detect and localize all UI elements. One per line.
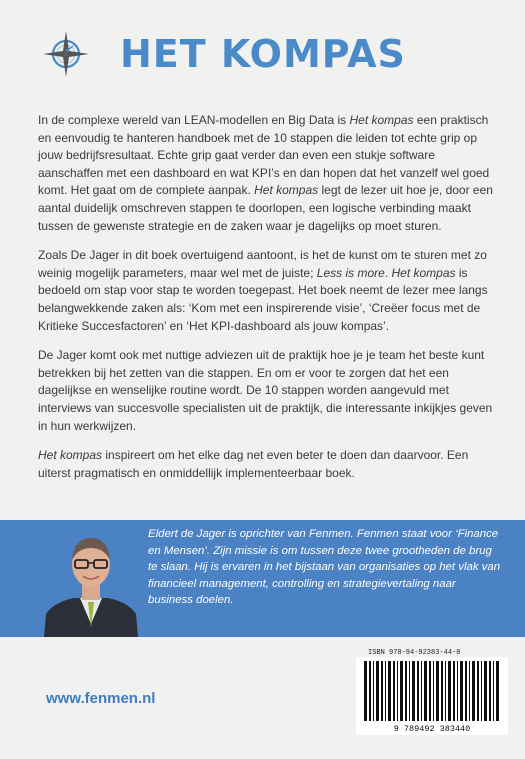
paragraph-4: Het kompas inspireert om het elke dag net even beter te doen dan daarvoor. Een uiterst pragmatisch en onmiddellijk implementeerbaar boek. [38,448,469,480]
website-link[interactable]: www.fenmen.nl [46,690,156,707]
paragraph-2: Zoals De Jager in dit boek overtuigend aantoont, is het de kunst om te sturen met zo weinig mogelijk parameters, maar wel met de juiste; Less is more. Het kompas is bedoeld om stap voor stap te worden toegepast. Het boek neemt de lezer mee langs belangwekkende zaken als: ‘Kom met een inspirerende visie’, ‘Creëer focus met de Kritieke Succesfactoren’ en ‘Het KPI-dashboard als jouw kompas’. [38,248,488,333]
paragraph-1: In de complexe wereld van LEAN-modellen en Big Data is Het kompas een praktisch en eenvoudig te hanteren handboek met de 10 stappen die leiden tot echte grip op jouw bedrijfsresultaat. Echte grip gaat verder dan even een stukje software aanschaffen met een dashboard en wat KPI’s en dan hopen dat het vanzelf wel goed komt. Het gaat om de complete aanpak. Het kompas legt de lezer uit hoe je, door een aantal duidelijk omschreven stappen te doorlopen, een logische verbinding maakt tussen de gewenste strategie en de zaken waar je dagelijks op moet sturen. [38,113,493,233]
paragraph-3: De Jager komt ook met nuttige adviezen uit de praktijk hoe je je team het beste kunt betrekken bij het zetten van die stappen. En om er voor te zorgen dat het een dagelijkse en wenselijke routine wordt. De 10 stappen worden aangevuld met interviews van succesvolle specialisten uit de praktijk, die interessante inkijkjes geven in hun werkwijzen. [38,348,493,433]
header [30,22,500,82]
barcode [356,657,508,735]
back-cover-text [38,112,493,494]
author-photo [44,524,138,637]
book-title: HET KOMPAS [120,32,406,76]
compass-icon [42,30,90,78]
isbn-number: ISBN 978-94-92383-44-0 [368,649,461,657]
barcode-digits: 9 789492 383440 [393,724,471,734]
author-bio: Eldert de Jager is oprichter van Fenmen. Fenmen staat voor ‘Finance en Mensen’. Zijn missie is om tussen deze twee grootheden de brug te slaan. Hij is ervaren in het bijstaan van organisaties op het vlak van financieel management, controlling en strategievertaling naar business doelen. [148,528,501,607]
